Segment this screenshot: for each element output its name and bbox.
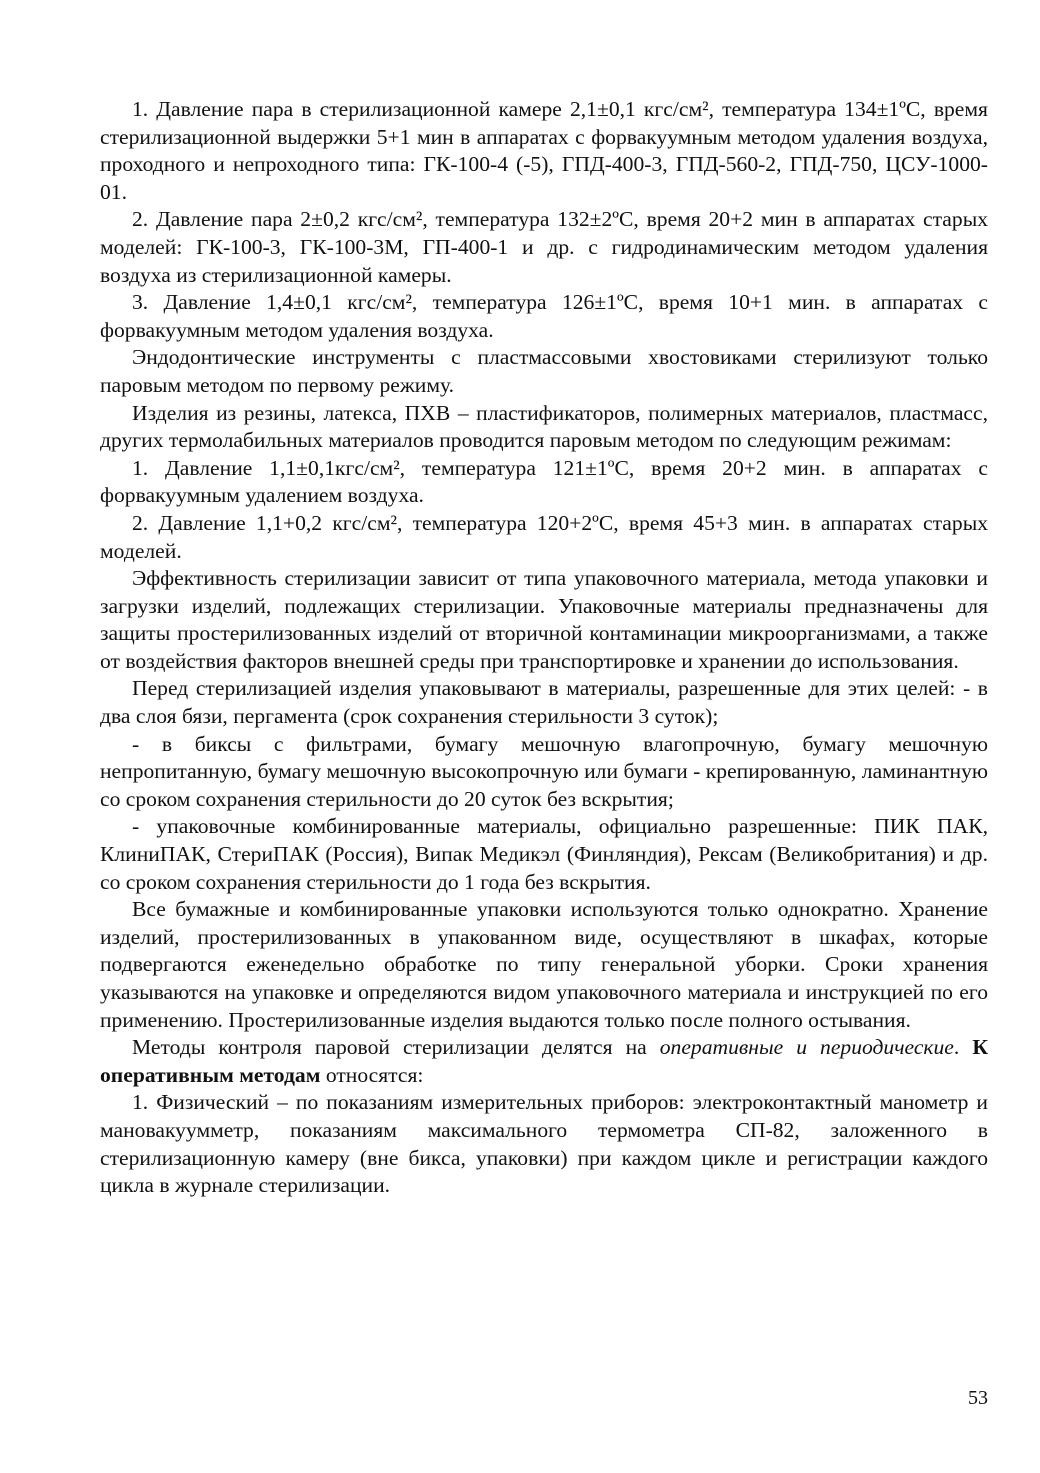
paragraph-rubber-mode-2: 2. Давление 1,1+0,2 кгс/см², температура 120+2ºС, время 45+3 мин. в аппаратах старых моделей. xyxy=(100,510,988,563)
control-methods-dot: . xyxy=(953,1035,973,1060)
paragraph-combined-materials: - упаковочные комбинированные материалы, официально разрешенные: ПИК ПАК, КлиниПАК, СтериПАК (Россия), Випак Медикэл (Финляндия), Рексам (Великобритания) и др. со сроком сохранения стерильности до 1 года без вскрытия. xyxy=(100,814,988,894)
control-methods-bold: К оперативным методам xyxy=(100,1035,988,1087)
paragraph-packaging: Перед стерилизацией изделия упаковывают в материалы, разрешенные для этих целей: - в два слоя бязи, пергамента (срок сохранения стерильности 3 суток); xyxy=(100,676,988,729)
control-methods-italic: оперативные и периодические xyxy=(659,1035,954,1060)
paragraph-bix-list: - в биксы с фильтрами, бумагу мешочную влагопрочную, бумагу мешочную непропитанную, бумагу мешочную высокопрочную или бумаги - крепированную, ламинантную со сроком сохранения стерильности до 20 суток без вскрытия; xyxy=(100,731,988,811)
control-methods-lead: Методы контроля паровой стерилизации делятся на xyxy=(132,1035,660,1060)
paragraph-mode-3: 3. Давление 1,4±0,1 кгс/см², температура 126±1ºС, время 10+1 мин. в аппаратах с форвакуумным методом удаления воздуха. xyxy=(100,290,988,342)
paragraph-rubber-items: Изделия из резины, латекса, ПХВ – пластификаторов, полимерных материалов, пластмасс, других термолабильных материалов проводится паровым методом по следующим режимам: xyxy=(100,400,988,453)
paragraph-control-methods xyxy=(100,1034,988,1089)
control-methods-tail: относятся: xyxy=(320,1062,424,1087)
paragraph-mode-2: 2. Давление пара 2±0,2 кгс/см², температура 132±2ºС, время 20+2 мин в аппаратах старых моделей: ГК-100-3, ГК-100-3М, ГП-400-1 и др. с гидродинамическим методом удаления воздуха из стерилизационной камеры. xyxy=(100,207,988,287)
paragraph-storage: Все бумажные и комбинированные упаковки используются только однократно. Хранение изделий, простерилизованных в упакованном виде, осуществляют в шкафах, которые подвергаются еженедельно обработке по типу генеральной уборки. Сроки хранения указываются на упаковке и определяются видом упаковочного материала и инструкцией по его применению. Простерилизованные изделия выдаются только после полного остывания. xyxy=(100,897,988,1032)
page-number: 53 xyxy=(968,1387,988,1409)
paragraph-mode-1: 1. Давление пара в стерилизационной камере 2,1±0,1 кгс/см², температура 134±1ºС, время стерилизационной выдержки 5+1 мин в аппаратах с форвакуумным методом удаления воздуха, проходного и непроходного типа: ГК-100-4 (-5), ГПД-400-3, ГПД-560-2, ГПД-750, ЦСУ-1000-01. xyxy=(100,97,988,204)
document-page xyxy=(100,96,988,1200)
paragraph-endodontic: Эндодонтические инструменты с пластмассовыми хвостовиками стерилизуют только паровым методом по первому режиму. xyxy=(100,345,988,397)
paragraph-rubber-mode-1: 1. Давление 1,1±0,1кгс/см², температура 121±1ºС, время 20+2 мин. в аппаратах с форвакуумным удалением воздуха. xyxy=(100,455,988,508)
paragraph-physical-method: 1. Физический – по показаниям измерительных приборов: электроконтактный манометр и мановакуумметр, показаниям максимального термометра СП-82, заложенного в стерилизационную камеру (вне бикса, упаковки) при каждом цикле и регистрации каждого цикла в журнале стерилизации. xyxy=(100,1090,988,1198)
paragraph-efficiency: Эффективность стерилизации зависит от типа упаковочного материала, метода упаковки и загрузки изделий, подлежащих стерилизации. Упаковочные материалы предназначены для защиты простерилизованных изделий от вторичной контаминации микроорганизмами, а также от воздействия факторов внешней среды при транспортировке и хранении до использования. xyxy=(100,566,988,673)
